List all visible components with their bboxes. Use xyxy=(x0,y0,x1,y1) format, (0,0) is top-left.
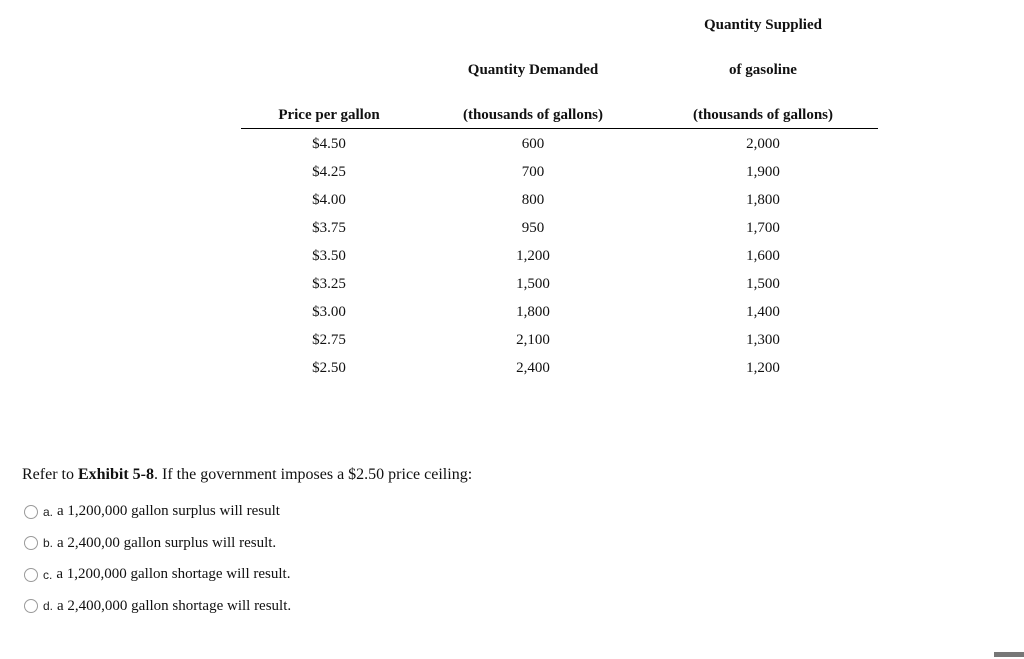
radio-button-d[interactable] xyxy=(24,599,38,613)
table-cell: 1,700 xyxy=(746,220,780,236)
table-cell: 2,400 xyxy=(516,360,550,376)
table-cell: $4.25 xyxy=(312,164,346,180)
radio-button-c[interactable] xyxy=(24,568,38,582)
table-cell: 1,600 xyxy=(746,248,780,264)
table-cell: 1,200 xyxy=(516,248,550,264)
supplied-column xyxy=(673,134,853,386)
table-cell: 2,000 xyxy=(746,136,780,152)
table-cell: 950 xyxy=(521,220,545,236)
answer-options xyxy=(24,496,291,622)
table-cell: 1,300 xyxy=(746,332,780,348)
option-text: a 2,400,00 gallon surplus will result. xyxy=(57,534,277,551)
option-letter: d. xyxy=(43,599,54,614)
table-cell: 700 xyxy=(521,164,545,180)
option-letter: b. xyxy=(43,536,54,551)
option-letter: a. xyxy=(43,504,54,519)
question-prefix: Refer to xyxy=(22,466,78,483)
question-text xyxy=(22,466,472,484)
question-suffix: . If the government imposes a $2.50 price ceiling: xyxy=(154,466,473,483)
option-text: a 2,400,000 gallon shortage will result. xyxy=(57,597,292,614)
table-cell: 1,500 xyxy=(516,276,550,292)
option-text: a 1,200,000 gallon shortage will result. xyxy=(56,566,291,583)
table-cell: 1,800 xyxy=(746,192,780,208)
table-header-rule xyxy=(241,128,878,129)
header-price: Price per gallon xyxy=(278,107,380,123)
table-cell: 1,400 xyxy=(746,304,780,320)
table-cell: $4.50 xyxy=(312,136,346,152)
option-a[interactable] xyxy=(24,496,291,528)
option-letter: c. xyxy=(43,567,53,582)
price-column xyxy=(239,134,419,386)
table-cell: 800 xyxy=(521,192,545,208)
corner-bar-mark xyxy=(994,652,1024,657)
table-cell: 1,800 xyxy=(516,304,550,320)
option-text: a 1,200,000 gallon surplus will result xyxy=(57,503,280,520)
table-cell: $3.25 xyxy=(312,276,346,292)
table-cell: $2.50 xyxy=(312,360,346,376)
header-quantity-supplied-line2: of gasoline xyxy=(729,62,797,78)
table-cell: $3.75 xyxy=(312,220,346,236)
option-c[interactable] xyxy=(24,559,291,591)
option-d[interactable] xyxy=(24,591,291,623)
table-cell: 1,200 xyxy=(746,360,780,376)
exhibit-reference: Exhibit 5-8 xyxy=(77,466,154,483)
table-cell: $2.75 xyxy=(312,332,346,348)
table-cell: $3.00 xyxy=(312,304,346,320)
table-cell: $3.50 xyxy=(312,248,346,264)
radio-button-a[interactable] xyxy=(24,505,38,519)
table-cell: 2,100 xyxy=(516,332,550,348)
header-quantity-demanded-line1: Quantity Demanded xyxy=(467,62,599,78)
radio-button-b[interactable] xyxy=(24,536,38,550)
header-quantity-supplied-line3: (thousands of gallons) xyxy=(692,107,834,123)
table-cell: 600 xyxy=(521,136,545,152)
demanded-column xyxy=(443,134,623,386)
table-cell: 1,900 xyxy=(746,164,780,180)
option-b[interactable] xyxy=(24,528,291,560)
table-cell: $4.00 xyxy=(312,192,346,208)
header-quantity-supplied-line1: Quantity Supplied xyxy=(704,17,822,33)
table-cell: 1,500 xyxy=(746,276,780,292)
header-quantity-demanded-line2: (thousands of gallons) xyxy=(462,107,604,123)
